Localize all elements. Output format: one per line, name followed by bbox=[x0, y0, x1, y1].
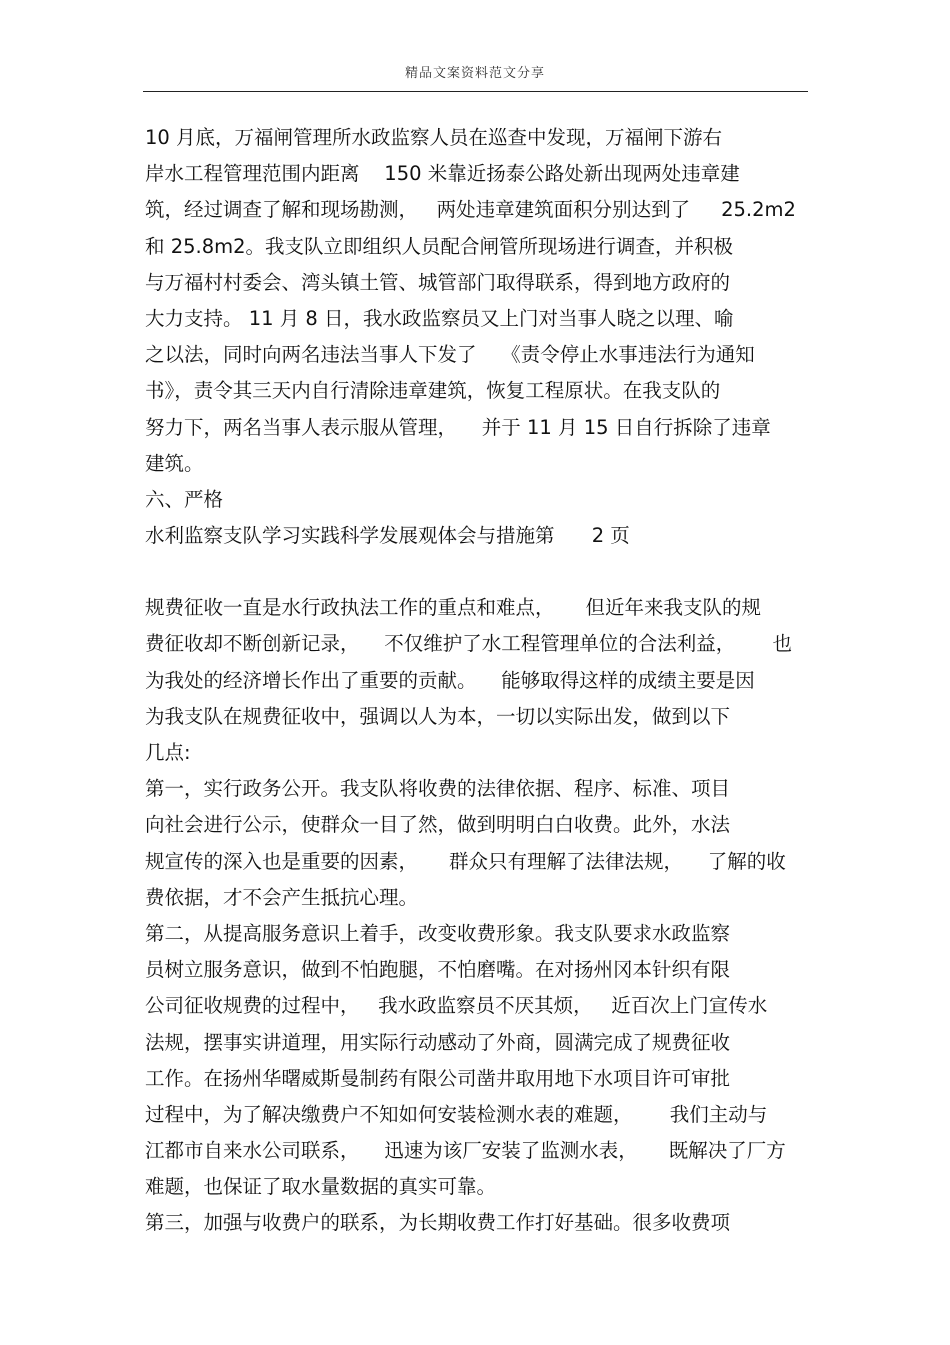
text-line: 为我处的经济增长作出了重要的贡献。 能够取得这样的成绩主要是因 bbox=[145, 668, 755, 692]
text-line: 和 25.8m2。我支队立即组织人员配合闸管所现场进行调查，并积极 bbox=[145, 234, 734, 258]
text-line: 与万福村村委会、湾头镇土管、城管部门取得联系，得到地方政府的 bbox=[145, 270, 731, 294]
text-line: 努力下，两名当事人表示服从管理， 并于 11 月 15 日自行拆除了违章 bbox=[145, 415, 771, 439]
document-body bbox=[145, 120, 815, 1242]
page-header: 精品文案资料范文分享 bbox=[404, 66, 545, 81]
text-line: 员树立服务意识，做到不怕跑腿，不怕磨嘴。在对扬州冈本针织有限 bbox=[145, 958, 731, 982]
text-line: 岸水工程管理范围内距离 150 米靠近扬泰公路处新出现两处违章建 bbox=[145, 162, 740, 186]
text-line: 建筑。 bbox=[145, 451, 204, 475]
text-line: 第三，加强与收费户的联系，为长期收费工作打好基础。很多收费项 bbox=[145, 1211, 731, 1235]
text-line: 过程中，为了解决缴费户不知如何安装检测水表的难题， 我们主动与 bbox=[145, 1102, 768, 1126]
text-line: 费依据，才不会产生抵抗心理。 bbox=[145, 885, 419, 909]
text-line: 规宣传的深入也是重要的因素， 群众只有理解了法律法规， 了解的收 bbox=[145, 849, 786, 873]
text-line: 书》，责令其三天内自行清除违章建筑，恢复工程原状。在我支队的 bbox=[145, 379, 721, 403]
text-line: 难题，也保证了取水量数据的真实可靠。 bbox=[145, 1175, 497, 1199]
text-line: 工作。在扬州华曙威斯曼制药有限公司凿井取用地下水项目许可审批 bbox=[145, 1066, 731, 1090]
page-footer-title: 水利监察支队学习实践科学发展观体会与措施第 2 页 bbox=[145, 524, 630, 548]
text-line: 第二，从提高服务意识上着手，改变收费形象。我支队要求水政监察 bbox=[145, 921, 731, 945]
text-line: 江都市自来水公司联系， 迅速为该厂安装了监测水表， 既解决了厂方 bbox=[145, 1139, 786, 1163]
section-heading: 六、严格 bbox=[145, 487, 224, 511]
text-line: 为我支队在规费征收中，强调以人为本，一切以实际出发，做到以下 bbox=[145, 704, 731, 728]
text-line: 第一，实行政务公开。我支队将收费的法律依据、程序、标准、项目 bbox=[145, 777, 731, 801]
text-line: 规费征收一直是水行政执法工作的重点和难点， 但近年来我支队的规 bbox=[145, 596, 761, 620]
text-line: 10 月底，万福闸管理所水政监察人员在巡查中发现，万福闸下游右 bbox=[145, 126, 723, 149]
text-line: 法规，摆事实讲道理，用实际行动感动了外商，圆满完成了规费征收 bbox=[145, 1030, 731, 1054]
text-line: 几点: bbox=[145, 741, 191, 764]
text-line: 大力支持。 11 月 8 日，我水政监察员又上门对当事人晓之以理、喻 bbox=[145, 306, 734, 330]
text-line: 费征收却不断创新记录， 不仅维护了水工程管理单位的合法利益， 也 bbox=[145, 632, 792, 656]
text-line: 筑，经过调查了解和现场勘测， 两处违章建筑面积分别达到了 25.2m2 bbox=[145, 198, 796, 222]
header-divider bbox=[143, 91, 808, 92]
text-line: 之以法，同时向两名违法当事人下发了 《责令停止水事违法行为通知 bbox=[145, 343, 755, 367]
text-line: 向社会进行公示，使群众一目了然，做到明明白白收费。此外，水法 bbox=[145, 813, 731, 837]
page-break-gap bbox=[145, 554, 815, 590]
text-line: 公司征收规费的过程中， 我水政监察员不厌其烦， 近百次上门宣传水 bbox=[145, 994, 768, 1018]
